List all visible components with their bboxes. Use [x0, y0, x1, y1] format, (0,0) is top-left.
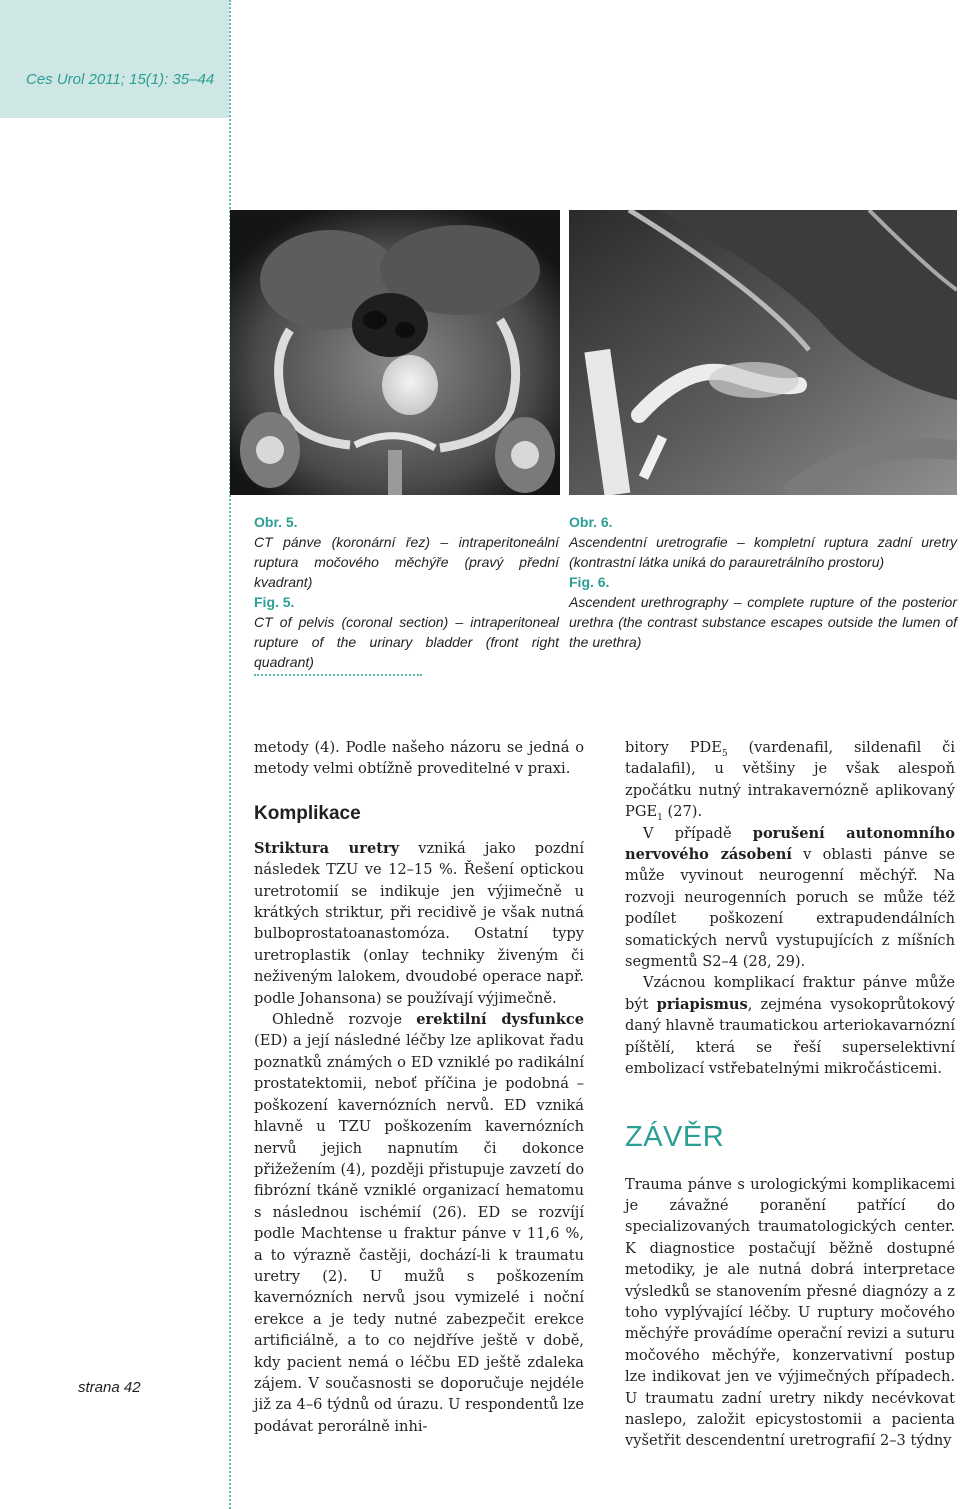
right-text-column	[625, 737, 955, 1452]
paragraph: Vzácnou komplikací fraktur pánve může být priapismus, zejména vysokoprůtokový daný hlavně traumatickou arteriokavarnózní píštělí, která se řeší superselektivní embolizací vstřebatelnými mikročásticemi.	[625, 974, 955, 1078]
bold-term: priapismus	[656, 995, 748, 1013]
fig6-label-en: Fig. 6.	[569, 574, 610, 590]
journal-reference: Ces Urol 2011; 15(1): 35–44	[26, 71, 215, 88]
fig5-text-cz: CT pánve (koronární řez) – intraperitoneální ruptura močového měchýře (pravý přední kvadrant)	[254, 534, 559, 590]
figure-5-caption	[254, 512, 559, 672]
paragraph: V případě porušení autonomního nervového zásobení v oblasti pánve se může vyvinout neurogenní měchýř. Na rozvoji neurogenních poruch se může též podílet poškození extrapudendálních somatických nervů vystupujících z míšních segmentů S2–4 (28, 29).	[625, 824, 955, 971]
figure-6-xray-image	[569, 210, 957, 495]
bold-term: porušení autonomního nervového zásobení	[625, 824, 955, 864]
paragraph: metody (4). Podle našeho názoru se jedná o metody velmi obtížně proveditelné v praxi.	[254, 739, 584, 778]
ct-scan-graphic	[230, 210, 560, 495]
fig6-text-en: Ascendent urethrography – complete rupture of the posterior urethra (the contrast substance escapes outside the lumen of the urethra)	[569, 594, 957, 650]
left-margin-sidebar	[0, 0, 231, 1509]
section-heading-zaver: ZÁVĚR	[625, 1120, 725, 1153]
paragraph: Striktura uretry vzniká jako pozdní následek TZU ve 12–15 %. Řešení optickou uretrotomií se indikuje jen výjimečně u krátkých striktur, při recidivě je však nutná bulboprostatoanastomóza. Ostatní typy uretroplastik (onlay techniky živeným či neživeným lalokem, dvoudobé operace např. podle Johansona) se používají výjimečně.	[254, 839, 584, 1007]
fig5-label-en: Fig. 5.	[254, 594, 295, 610]
figure-5-ct-image	[230, 210, 560, 495]
page-number: strana 42	[78, 1379, 141, 1396]
section-divider	[254, 674, 422, 676]
bold-term: erektilní dysfunkce	[416, 1011, 585, 1029]
fig6-text-cz: Ascendentní uretrografie – kompletní ruptura zadní uretry (kontrastní látka uniká do parauretrálního prostoru)	[569, 534, 957, 570]
fig5-text-en: CT of pelvis (coronal section) – intraperitoneal rupture of the urinary bladder (front right quadrant)	[254, 614, 559, 670]
left-text-column	[254, 737, 584, 1437]
paragraph: bitory $PDE_5$ (vardenafil, sildenafil či tadalafil), u většiny je však alespoň zpočátku nutný intrakavernózně aplikovaný $PGE_1$ (27).	[625, 739, 955, 824]
header-band	[0, 0, 229, 118]
xray-graphic	[569, 210, 957, 495]
fig5-label-cz: Obr. 5.	[254, 514, 298, 530]
paragraph: Trauma pánve s urologickými komplikacemi je závažné poranění patřící do specializovaných traumatologických center. K diagnostice postačují běžně dostupné metodiky, je ale nutná dobrá interpretace výsledků se stanovením přesné diagnózy a z toho vyplývající léčby. U ruptury močového měchýře provádíme operační revizi a suturu močového měchýře, konzervativní postup lze indikovat jen ve výjimečných případech. U traumatu zadní uretry nikdy necévkovat naslepo, založit epicystostomii a pacienta vyšetřit descendentní uretrografií 2–3 týdny	[625, 1175, 955, 1450]
section-heading-komplikace: Komplikace	[254, 802, 361, 824]
figure-6-caption	[569, 512, 957, 652]
paragraph: Ohledně rozvoje erektilní dysfunkce (ED) a její následné léčby lze aplikovat řadu poznatků známých o ED vzniklé po radikální prostatektomii, neboť příčina je podobná – poškození kavernózních nervů. ED vzniká hlavně u TZU poškozením kavernózních nervů jejich napnutím či dokonce přižežením (4), později přistupuje zavzetí do fibrózní tkáně vzniklé organizací hematomu s následnou ischémií (26). ED se rozvíjí podle Machtense u fraktur pánve v 11,6 %, a to výrazně častěji, dochází-li k traumatu uretry (2). U mužů s poškozením kavernózních nervů jsou vymizelé i noční erekce a je tedy nutné zabezpečit erekce artificiálně, a to co nejdříve ještě v době, kdy pacient nemá o léčbu ED ještě zdaleka zájem. V současnosti se doporučuje nejdéle již za 4–6 týdnů od úrazu. U respondentů lze podávat perorálně inhi-	[254, 1011, 585, 1435]
fig6-label-cz: Obr. 6.	[569, 514, 613, 530]
bold-term: Striktura uretry	[254, 839, 400, 857]
